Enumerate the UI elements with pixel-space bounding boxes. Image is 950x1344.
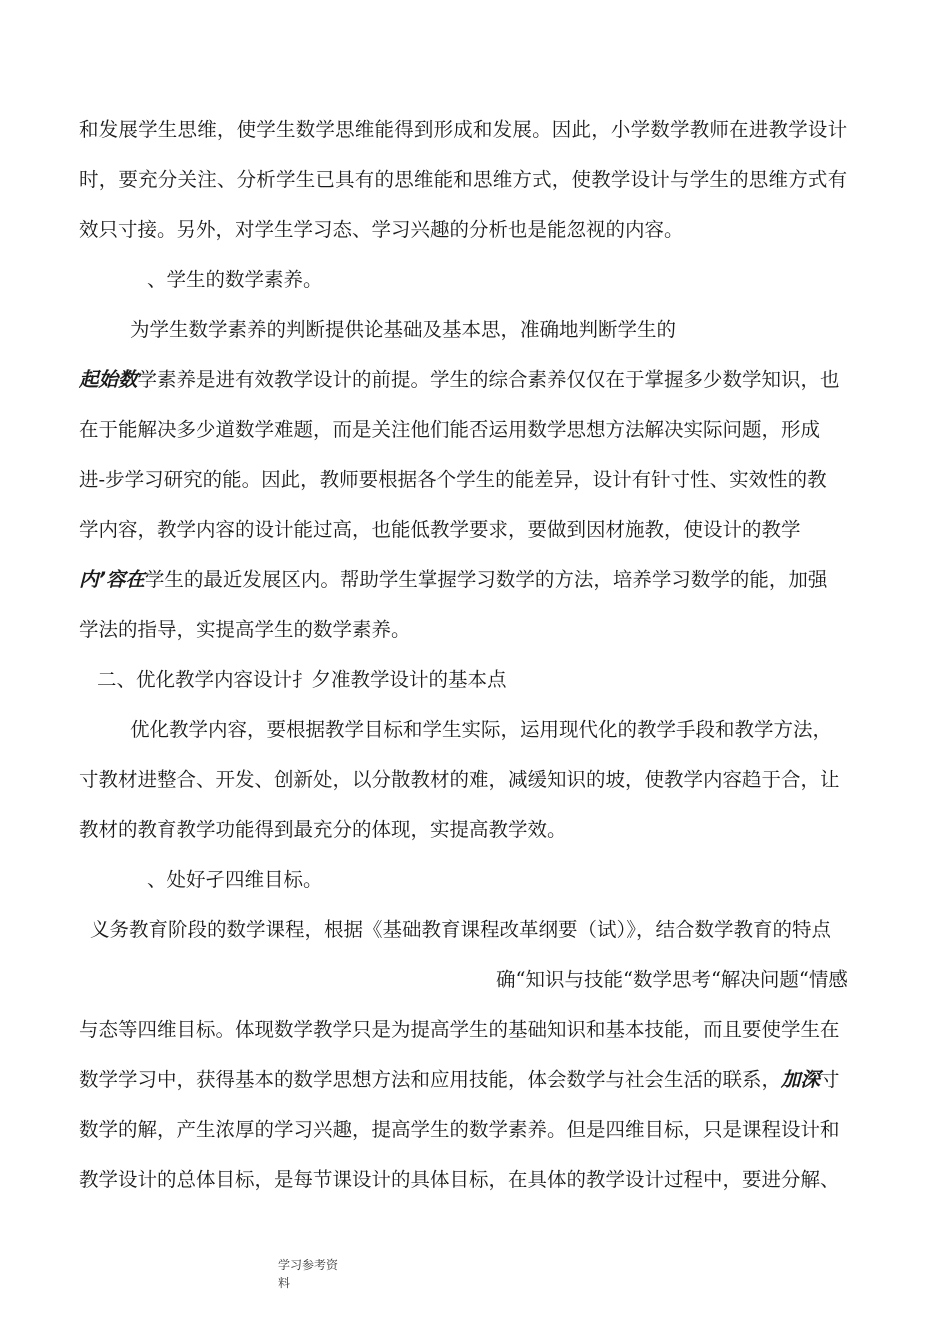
- footer-line: 料: [278, 1276, 291, 1290]
- line-text: 教学设计的总体目标，是每节课设计的具体目标，在具体的教学设计过程中，要进分解、: [79, 1168, 840, 1191]
- paragraph-line: [79, 1066, 840, 1094]
- paragraph-line: [79, 516, 801, 544]
- paragraph-line: [79, 816, 567, 844]
- line-text: 进-步学习研究的能。因此，教师要根据各个学生的能差异，设计有针寸性、实效性的教: [79, 468, 827, 491]
- line-text: 在于能解决多少道数学难题，而是关注他们能否运用数学思想方法解决实际问题，形成: [79, 418, 821, 441]
- line-text: 、处好孑四维目标。: [147, 868, 323, 891]
- line-text: 二、优化教学内容设计扌夕准教学设计的基本点: [97, 668, 507, 691]
- section-heading: [147, 866, 323, 894]
- paragraph-line: [79, 1116, 840, 1144]
- emphasis-text: 起始数: [79, 368, 138, 391]
- section-heading: [97, 666, 507, 694]
- footer-line: 学习参考资: [278, 1258, 339, 1272]
- line-text: 确“知识与技能“数学思考“解决问题“情感: [496, 968, 848, 991]
- emphasis-text: 内’容在: [79, 568, 145, 591]
- paragraph-line: [79, 616, 411, 644]
- paragraph-line: [79, 566, 827, 594]
- page-footer: [278, 1256, 338, 1292]
- line-text: 优化教学内容，要根据教学目标和学生实际，运用现代化的教学手段和教学方法，: [130, 718, 833, 741]
- section-heading: [147, 266, 323, 294]
- line-text-tail: 寸: [820, 1068, 840, 1091]
- paragraph-line: [130, 716, 832, 744]
- paragraph-line: [90, 916, 831, 944]
- paragraph-line: [79, 366, 840, 394]
- line-text: 学内容，教学内容的设计能过高，也能低教学要求，要做到因材施教，使设计的教学: [79, 518, 801, 541]
- line-text: 效只寸接。另外，对学生学习态、学习兴趣的分析也是能忽视的内容。: [79, 218, 684, 241]
- line-text: 学生的最近发展区内。帮助学生掌握学习数学的方法，培养学习数学的能，加强: [144, 568, 828, 591]
- paragraph-line: [79, 416, 820, 444]
- paragraph-line: [79, 116, 847, 144]
- line-text: 数学学习中，获得基本的数学思想方法和应用技能，体会数学与社会生活的联系，: [79, 1068, 782, 1091]
- line-text: 数学的解，产生浓厚的学习兴趣，提高学生的数学素养。但是四维目标，只是课程设计和: [79, 1118, 840, 1141]
- paragraph-line: [496, 966, 848, 994]
- line-text: 义务教育阶段的数学课程，根据《基础教育课程改革纲要（试）》，结合数学教育的特点: [90, 918, 832, 941]
- line-text: 、学生的数学素养。: [147, 268, 323, 291]
- paragraph-line: [79, 166, 847, 194]
- line-text: 为学生数学素养的判断提供论基础及基本思，准确地判断学生的: [130, 318, 677, 341]
- paragraph-line: [79, 1016, 840, 1044]
- emphasis-text: 加深: [781, 1068, 821, 1091]
- line-text: 教材的教育教学功能得到最充分的体现，实提高教学效。: [79, 818, 567, 841]
- paragraph-line: [130, 316, 676, 344]
- paragraph-line: [79, 466, 827, 494]
- line-text: 学法的指导，实提高学生的数学素养。: [79, 618, 411, 641]
- line-text: 与态等四维目标。体现数学教学只是为提高学生的基础知识和基本技能，而且要使学生在: [79, 1018, 840, 1041]
- paragraph-line: [79, 216, 684, 244]
- line-text: 学素养是进有效教学设计的前提。学生的综合素养仅仅在于掌握多少数学知识，也: [137, 368, 840, 391]
- paragraph-line: [79, 1166, 840, 1194]
- line-text: 寸教材进整合、开发、创新处，以分散教材的难，减缓知识的坡，使教学内容趋于合，让: [79, 768, 840, 791]
- line-text: 时，要充分关注、分析学生已具有的思维能和思维方式，使教学设计与学生的思维方式有: [79, 168, 848, 191]
- paragraph-line: [79, 766, 840, 794]
- line-text: 和发展学生思维，使学生数学思维能得到形成和发展。因此，小学数学教师在进教学设计: [79, 118, 848, 141]
